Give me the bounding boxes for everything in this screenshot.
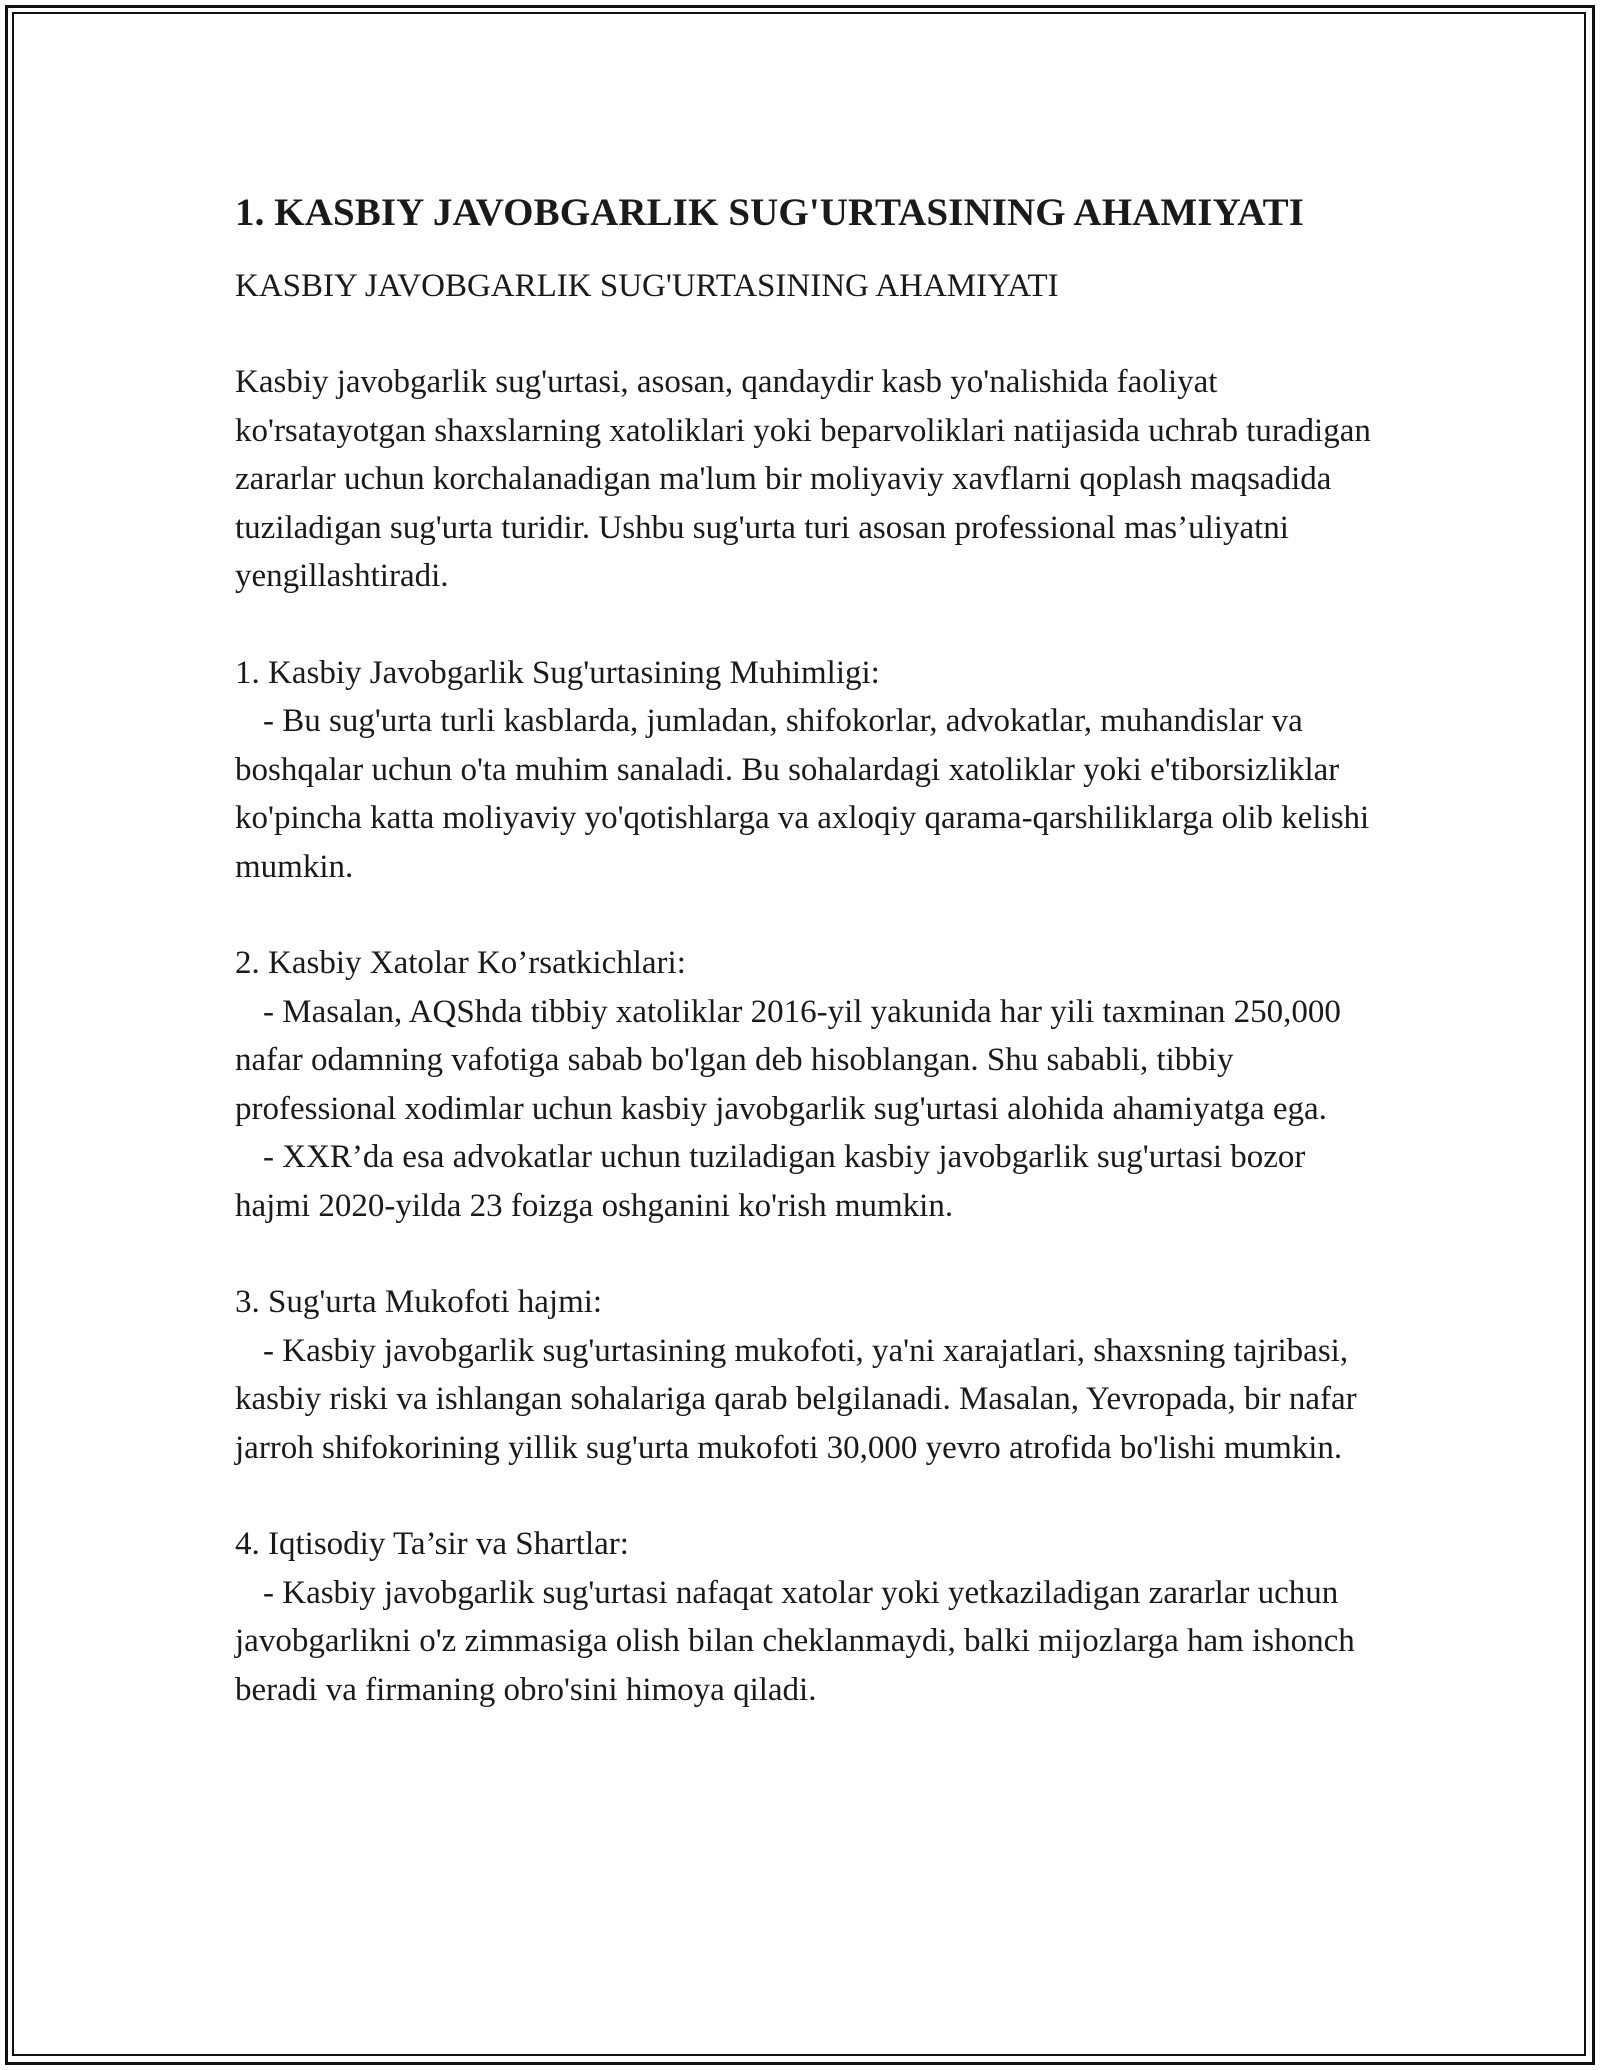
section-error-indicators [235, 939, 1385, 1230]
section-importance [235, 649, 1385, 892]
section-economic-impact [235, 1520, 1385, 1714]
section-title: 2. Kasbiy Xatolar Ko’rsatkichlari: [235, 945, 686, 981]
document-heading: 1. KASBIY JAVOBGARLIK SUG'URTASINING AHAMIYATI [235, 191, 1305, 234]
section-title: 4. Iqtisodiy Ta’sir va Shartlar: [235, 1526, 629, 1562]
section-bullet: - Kasbiy javobgarlik sug'urtasining mukofoti, ya'ni xarajatlari, shaxsning tajribasi, kasbiy riski va ishlangan sohalariga qarab belgilanadi. Masalan, Yevropada, bir nafar jarroh shifokorining yillik sug'urta mukofoti 30,000 yevro atrofida bo'lishi mumkin. [235, 1332, 1357, 1466]
section-title: 3. Sug'urta Mukofoti hajmi: [235, 1284, 603, 1320]
section-bullet: - Bu sug'urta turli kasblarda, jumladan, shifokorlar, advokatlar, muhandislar va boshqalar uchun o'ta muhim sanaladi. Bu sohalardagi xatoliklar yoki e'tiborsizliklar ko'pincha katta moliyaviy yo'qotishlarga va axloqiy qarama-qarshiliklarga olib kelishi mumkin. [235, 703, 1370, 885]
section-bullet: - Masalan, AQShda tibbiy xatoliklar 2016-yil yakunida har yili taxminan 250,000 nafar odamning vafotiga sabab bo'lgan deb hisoblangan. Shu sababli, tibbiy professional xodimlar uchun kasbiy javobgarlik sug'urtasi alohida ahamiyatga ega. [235, 993, 1341, 1127]
section-title: 1. Kasbiy Javobgarlik Sug'urtasining Muhimligi: [235, 654, 880, 691]
section-bullet: - Kasbiy javobgarlik sug'urtasi nafaqat xatolar yoki yetkaziladigan zararlar uchun javobgarlikni o'z zimmasiga olish bilan cheklanmaydi, balki mijozlarga ham ishonch beradi va firmaning obro'sini himoya qiladi. [235, 1574, 1355, 1708]
intro-paragraph: Kasbiy javobgarlik sug'urtasi, asosan, qandaydir kasb yo'nalishida faoliyat ko'rsatayotgan shaxslarning xatoliklari yoki beparvoliklari natijasida uchrab turadigan zararlar uchun korchalanadigan ma'lum bir moliyaviy xavflarni qoplash maqsadida tuziladigan sug'urta turidir. Ushbu sug'urta turi asosan professional mas’uliyatni yengillashtiradi. [235, 364, 1371, 594]
document-body [235, 186, 1385, 1714]
section-bullet: - XXR’da esa advokatlar uchun tuziladigan kasbiy javobgarlik sug'urtasi bozor hajmi 2020-yilda 23 foizga oshganini ko'rish mumkin. [235, 1139, 1306, 1224]
section-premium-size [235, 1278, 1385, 1472]
document-subheading: KASBIY JAVOBGARLIK SUG'URTASINING AHAMIYATI [235, 268, 1059, 304]
